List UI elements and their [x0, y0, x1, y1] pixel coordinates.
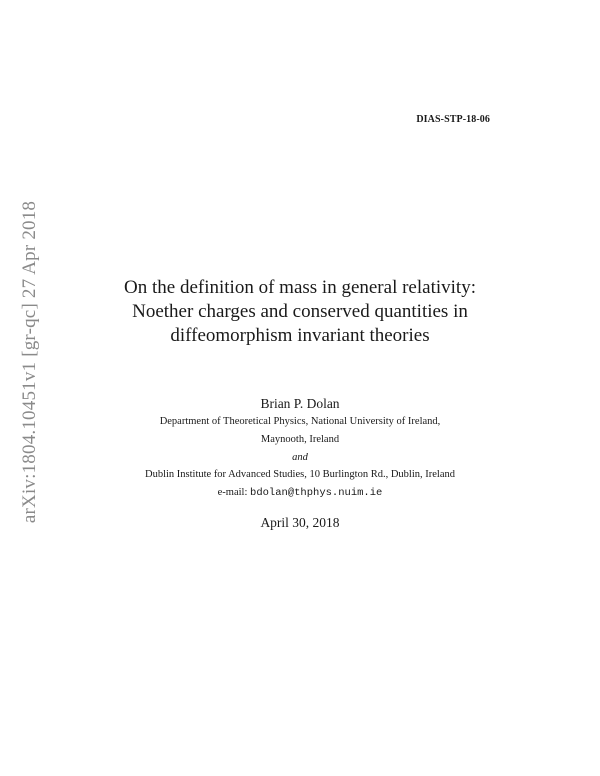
email-line	[0, 487, 600, 499]
title-line-3: diffeomorphism invariant theories	[170, 325, 430, 346]
affiliation-line-2: Maynooth, Ireland	[260, 434, 340, 445]
author-name: Brian P. Dolan	[260, 396, 340, 411]
arxiv-identifier-stamp: arXiv:1804.10451v1 [gr-qc] 27 Apr 2018	[19, 200, 40, 524]
title-line-1: On the definition of mass in general relativity:	[124, 277, 476, 298]
email-address: bdolan@thphys.nuim.ie	[250, 487, 383, 499]
affiliation-line-1: Department of Theoretical Physics, National University of Ireland,	[159, 416, 441, 427]
affiliation-conjunction: and	[292, 452, 308, 463]
email-label: e-mail:	[217, 487, 248, 498]
affiliation-line-3: Dublin Institute for Advanced Studies, 10 Burlington Rd., Dublin, Ireland	[144, 469, 455, 480]
paper-date: April 30, 2018	[260, 515, 340, 530]
report-number: DIAS-STP-18-06	[416, 114, 490, 125]
paper-title	[0, 276, 600, 348]
title-line-2: Noether charges and conserved quantities in	[132, 301, 468, 322]
